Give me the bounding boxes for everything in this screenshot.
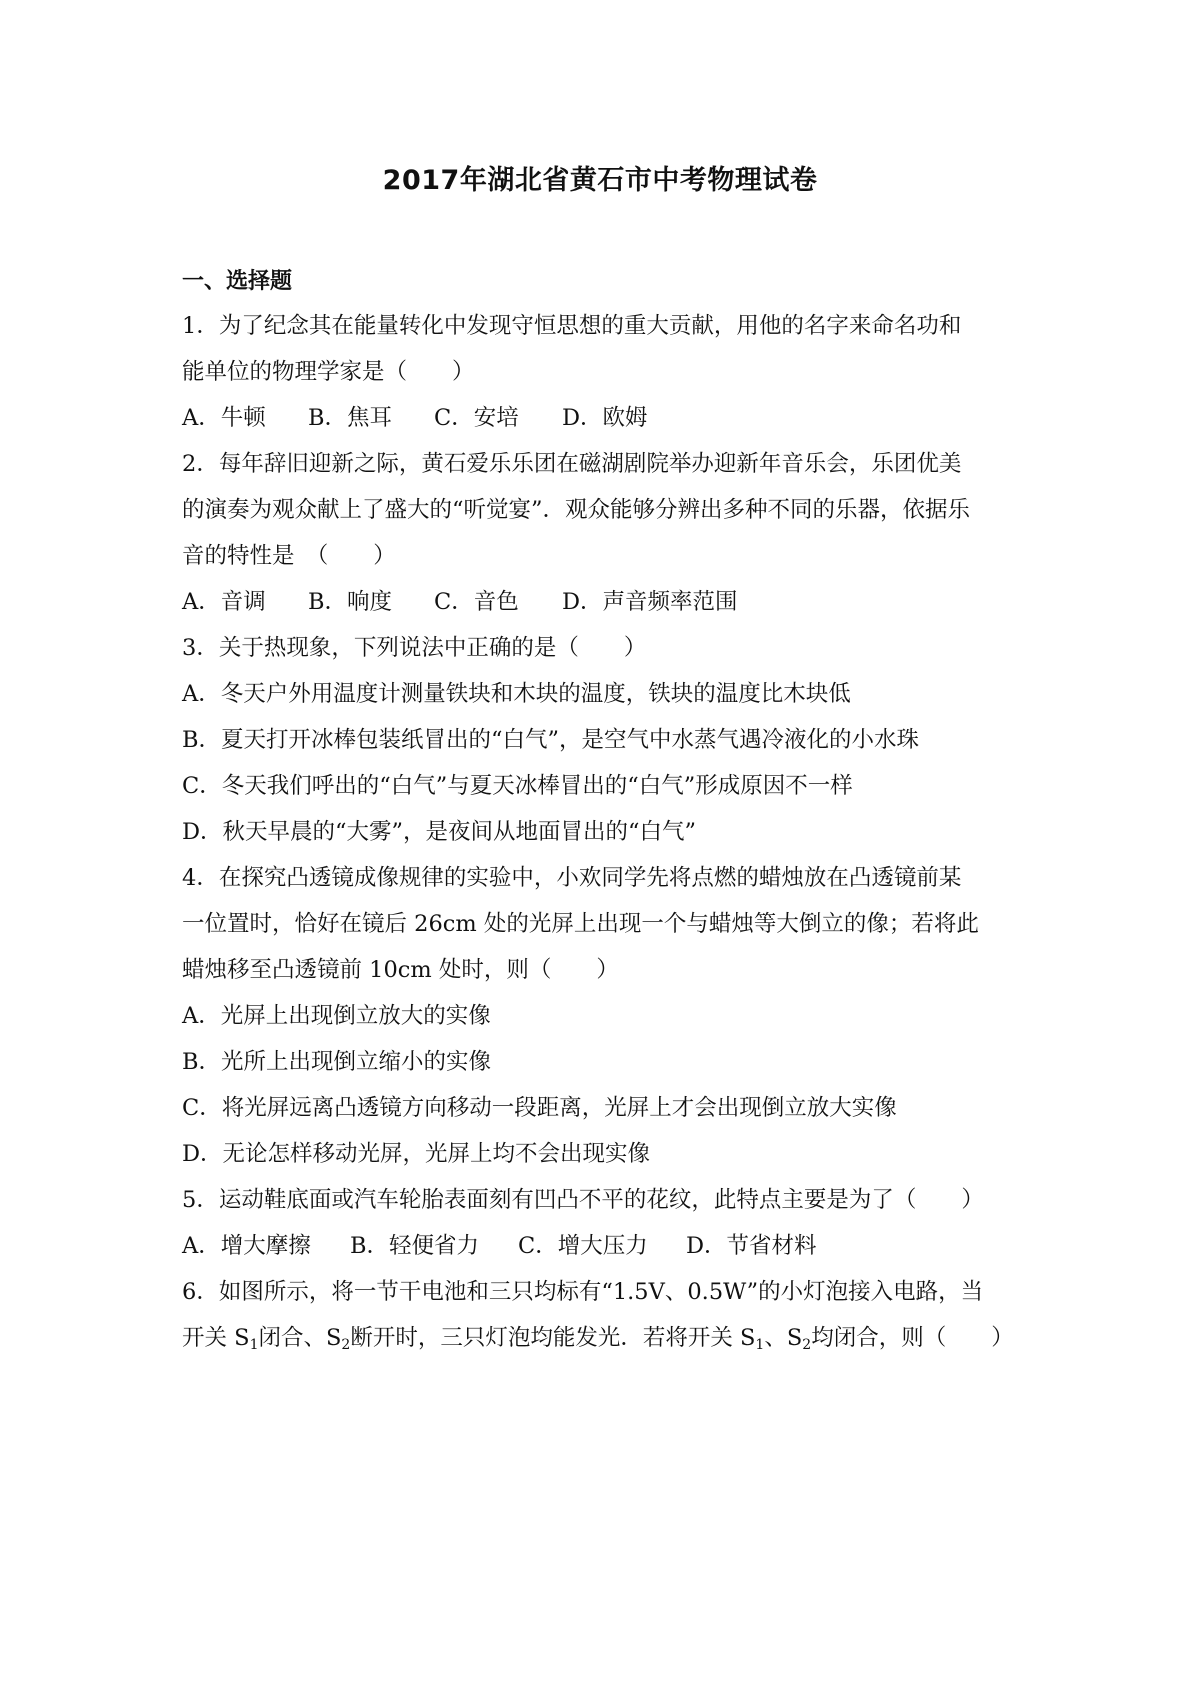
q1-option-d: D．欧姆 bbox=[562, 405, 648, 431]
q4-option-a: A．光屏上出现倒立放大的实像 bbox=[182, 1003, 491, 1029]
q3-option-c: C．冬天我们呼出的“白气”与夏天冰棒冒出的“白气”形成原因不一样 bbox=[182, 773, 853, 799]
q1-option-b: B．焦耳 bbox=[308, 405, 393, 431]
q2-option-d: D．声音频率范围 bbox=[562, 589, 738, 615]
q5-option-b: B．轻便省力 bbox=[350, 1233, 480, 1259]
q3-option-a: A．冬天户外用温度计测量铁块和木块的温度，铁块的温度比木块低 bbox=[182, 681, 851, 707]
q3-line1: 3．关于热现象，下列说法中正确的是（ ） bbox=[182, 635, 647, 661]
q2-option-b: B．响度 bbox=[308, 589, 393, 615]
q6-text-c: 断开时，三只灯泡均能发光．若将开关 S bbox=[350, 1325, 756, 1351]
q4-line3: 蜡烛移至凸透镜前 10cm 处时，则（ ） bbox=[182, 957, 619, 983]
q2-option-c: C．音色 bbox=[434, 589, 519, 615]
q4-option-b: B．光所上出现倒立缩小的实像 bbox=[182, 1049, 492, 1075]
q5-option-c: C．增大压力 bbox=[518, 1233, 648, 1259]
q2-line1: 2．每年辞旧迎新之际，黄石爱乐乐团在磁湖剧院举办迎新年音乐会，乐团优美 bbox=[182, 451, 962, 477]
q4-option-c: C．将光屏远离凸透镜方向移动一段距离，光屏上才会出现倒立放大实像 bbox=[182, 1095, 897, 1121]
q2-option-a: A．音调 bbox=[182, 589, 266, 615]
q1-option-a: A．牛顿 bbox=[182, 405, 266, 431]
q6-text-a: 开关 S bbox=[182, 1325, 250, 1351]
q6-line1: 6．如图所示，将一节干电池和三只均标有“1.5V、0.5W”的小灯泡接入电路，当 bbox=[182, 1279, 984, 1305]
q6-text-d: 、S bbox=[764, 1325, 803, 1351]
q4-line1: 4．在探究凸透镜成像规律的实验中，小欢同学先将点燃的蜡烛放在凸透镜前某 bbox=[182, 865, 962, 891]
q4-option-d: D．无论怎样移动光屏，光屏上均不会出现实像 bbox=[182, 1141, 651, 1167]
page-title: 2017年湖北省黄石市中考物理试卷 bbox=[382, 165, 818, 196]
q2-line3: 音的特性是 （ ） bbox=[182, 543, 396, 569]
q6-text-b: 闭合、S bbox=[258, 1325, 342, 1351]
q1-line1: 1．为了纪念其在能量转化中发现守恒思想的重大贡献，用他的名字来命名功和 bbox=[182, 313, 962, 339]
section-heading: 一、选择题 bbox=[182, 269, 293, 294]
q1-option-c: C．安培 bbox=[434, 405, 519, 431]
q5-option-d: D．节省材料 bbox=[686, 1233, 817, 1259]
q6-text-e: 均闭合，则（ ） bbox=[811, 1325, 1014, 1351]
q3-option-b: B．夏天打开冰棒包装纸冒出的“白气”，是空气中水蒸气遇冷液化的小水珠 bbox=[182, 727, 920, 753]
q2-options bbox=[182, 587, 738, 617]
q6-line2 bbox=[182, 1323, 1014, 1353]
q6-sub-2: 2 bbox=[341, 1337, 351, 1353]
q6-sub-1: 1 bbox=[249, 1337, 259, 1353]
q4-line2: 一位置时，恰好在镜后 26cm 处的光屏上出现一个与蜡烛等大倒立的像；若将此 bbox=[182, 911, 979, 937]
q5-option-a: A．增大摩擦 bbox=[182, 1233, 311, 1259]
q3-option-d: D．秋天早晨的“大雾”，是夜间从地面冒出的“白气” bbox=[182, 819, 697, 845]
q5-line1: 5．运动鞋底面或汽车轮胎表面刻有凹凸不平的花纹，此特点主要是为了（ ） bbox=[182, 1187, 984, 1213]
q1-options bbox=[182, 403, 648, 433]
q2-line2: 的演奏为观众献上了盛大的“听觉宴”．观众能够分辨出多种不同的乐器，依据乐 bbox=[182, 497, 971, 523]
q6-sub-3: 1 bbox=[755, 1337, 765, 1353]
q5-options bbox=[182, 1231, 817, 1261]
q6-sub-4: 2 bbox=[802, 1337, 812, 1353]
q1-line2: 能单位的物理学家是（ ） bbox=[182, 359, 475, 385]
